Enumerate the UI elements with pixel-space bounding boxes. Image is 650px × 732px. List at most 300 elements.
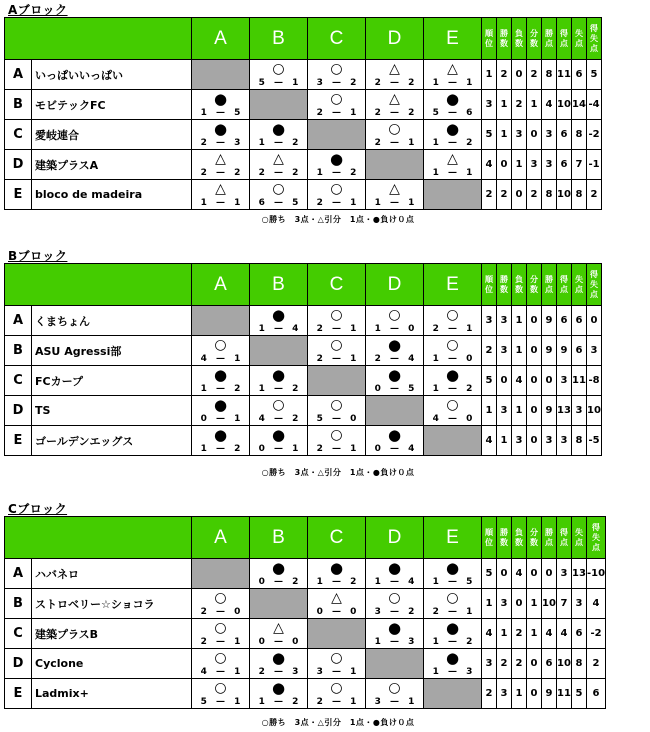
stat-cell: 5: [587, 60, 602, 90]
stat-cell: 2: [482, 180, 497, 210]
score-dash: —: [216, 354, 225, 364]
score-dash: —: [274, 198, 283, 208]
column-header-stat: [587, 18, 602, 60]
lose-mark-icon: ●: [329, 150, 344, 168]
stat-header-label: 失点: [575, 28, 583, 48]
win-mark-icon: ○: [446, 590, 459, 606]
table-row: [5, 60, 602, 90]
stat-cell: 1: [527, 589, 542, 619]
score-against: 5: [408, 384, 415, 394]
self-match-cell: [424, 180, 482, 210]
match-score: [192, 198, 249, 208]
lose-mark-icon: ●: [213, 366, 228, 384]
score-dash: —: [332, 667, 341, 677]
match-result-cell: [424, 366, 482, 396]
score-for: 2: [316, 108, 323, 118]
score-for: 1: [432, 354, 439, 364]
score-against: 1: [350, 667, 357, 677]
stat-cell: 1: [527, 90, 542, 120]
stat-cell: 3: [512, 120, 527, 150]
column-header-team: D: [366, 517, 424, 559]
match-result-cell: [308, 60, 366, 90]
score-against: 0: [234, 607, 241, 617]
match-result-cell: [424, 619, 482, 649]
stat-cell: 0: [497, 150, 512, 180]
stat-cell: 10: [557, 649, 572, 679]
match-score: [308, 324, 365, 334]
win-mark-icon: ○: [272, 61, 285, 77]
column-header-stat: [542, 18, 557, 60]
match-result-cell: [250, 180, 308, 210]
score-against: 5: [234, 108, 241, 118]
match-result-cell: [366, 589, 424, 619]
stat-header-label: 分数: [530, 28, 538, 48]
stat-cell: 3: [527, 150, 542, 180]
match-score: [424, 138, 481, 148]
match-score: [366, 108, 423, 118]
score-dash: —: [448, 414, 457, 424]
score-for: 2: [258, 667, 265, 677]
match-score: [424, 168, 481, 178]
column-header-team: A: [192, 18, 250, 60]
score-dash: —: [332, 198, 341, 208]
win-mark-icon: ○: [330, 181, 343, 197]
win-mark-icon: ○: [388, 121, 401, 137]
score-against: 2: [350, 168, 357, 178]
stat-cell: 3: [482, 90, 497, 120]
score-against: 2: [408, 78, 415, 88]
score-for: 3: [316, 78, 323, 88]
lose-mark-icon: ●: [445, 649, 460, 667]
score-against: 3: [292, 667, 299, 677]
score-for: 0: [200, 414, 207, 424]
stat-cell: 3: [497, 679, 512, 709]
match-score: [308, 354, 365, 364]
stat-header-label: 負数: [515, 527, 523, 547]
stat-cell: 3: [497, 589, 512, 619]
lose-mark-icon: ●: [445, 366, 460, 384]
team-name: ハバネロ: [32, 559, 192, 589]
header-corner: [5, 18, 192, 60]
match-result-cell: [250, 559, 308, 589]
score-dash: —: [332, 324, 341, 334]
score-dash: —: [390, 384, 399, 394]
score-for: 1: [374, 198, 381, 208]
score-dash: —: [448, 607, 457, 617]
lose-mark-icon: ●: [445, 619, 460, 637]
score-for: 2: [432, 324, 439, 334]
draw-mark-icon: △: [215, 181, 226, 197]
score-dash: —: [390, 577, 399, 587]
team-letter: C: [5, 619, 32, 649]
team-name: 愛岐連合: [32, 120, 192, 150]
lose-mark-icon: ●: [271, 649, 286, 667]
stat-cell: 0: [542, 366, 557, 396]
score-for: 5: [258, 78, 265, 88]
score-for: 2: [316, 198, 323, 208]
column-header-stat: [572, 264, 587, 306]
stat-cell: 6: [557, 120, 572, 150]
stat-cell: 6: [587, 679, 606, 709]
match-result-cell: [424, 589, 482, 619]
stat-cell: 4: [587, 589, 606, 619]
column-header-team: D: [366, 18, 424, 60]
score-against: 1: [234, 414, 241, 424]
stat-cell: 0: [527, 306, 542, 336]
win-mark-icon: ○: [214, 680, 227, 696]
match-score: [250, 577, 307, 587]
column-header-team: D: [366, 264, 424, 306]
self-match-cell: [308, 120, 366, 150]
stat-cell: 3: [587, 336, 602, 366]
score-against: 2: [408, 607, 415, 617]
score-against: 2: [292, 138, 299, 148]
match-result-cell: [250, 619, 308, 649]
score-for: 4: [432, 414, 439, 424]
match-result-cell: [192, 649, 250, 679]
stat-cell: 6: [572, 306, 587, 336]
match-result-cell: [308, 679, 366, 709]
stat-cell: 13: [572, 559, 587, 589]
stat-cell: 2: [482, 679, 497, 709]
score-against: 2: [408, 108, 415, 118]
header-corner: [5, 264, 192, 306]
column-header-stat: [497, 517, 512, 559]
stat-cell: 0: [527, 366, 542, 396]
stat-cell: 2: [512, 90, 527, 120]
match-score: [424, 354, 481, 364]
match-score: [366, 354, 423, 364]
lose-mark-icon: ●: [213, 396, 228, 414]
score-dash: —: [274, 637, 283, 647]
score-for: 1: [258, 138, 265, 148]
score-dash: —: [216, 168, 225, 178]
stat-cell: -1: [587, 150, 602, 180]
match-score: [366, 138, 423, 148]
match-result-cell: [192, 120, 250, 150]
team-letter: A: [5, 306, 32, 336]
team-name: いっぱいいっぱい: [32, 60, 192, 90]
stat-header-label: 失点: [575, 274, 583, 294]
score-dash: —: [274, 577, 283, 587]
column-header-stat: [557, 264, 572, 306]
stat-cell: 4: [482, 426, 497, 456]
score-against: 1: [292, 444, 299, 454]
score-against: 4: [408, 577, 415, 587]
score-dash: —: [274, 667, 283, 677]
stat-cell: 3: [512, 426, 527, 456]
score-dash: —: [332, 607, 341, 617]
score-for: 2: [200, 607, 207, 617]
score-against: 1: [292, 78, 299, 88]
stat-cell: 8: [572, 180, 587, 210]
column-header-stat: [572, 517, 587, 559]
match-score: [366, 697, 423, 707]
score-against: 3: [466, 667, 473, 677]
match-result-cell: [366, 180, 424, 210]
self-match-cell: [250, 90, 308, 120]
match-score: [424, 607, 481, 617]
lose-mark-icon: ●: [271, 426, 286, 444]
score-dash: —: [274, 324, 283, 334]
stat-cell: 3: [482, 306, 497, 336]
score-against: 1: [350, 324, 357, 334]
score-for: 0: [258, 637, 265, 647]
stat-header-label: 順位: [485, 274, 493, 294]
self-match-cell: [192, 60, 250, 90]
match-result-cell: [366, 426, 424, 456]
score-against: 2: [292, 577, 299, 587]
stat-cell: 10: [542, 589, 557, 619]
match-result-cell: [424, 306, 482, 336]
match-result-cell: [366, 120, 424, 150]
score-for: 4: [200, 354, 207, 364]
stat-cell: 1: [497, 120, 512, 150]
team-letter: D: [5, 150, 32, 180]
stat-cell: 1: [497, 619, 512, 649]
stat-cell: 2: [587, 180, 602, 210]
block-title: Cブロック: [8, 502, 68, 516]
team-letter: C: [5, 366, 32, 396]
table-row: [5, 180, 602, 210]
match-score: [192, 384, 249, 394]
score-dash: —: [448, 384, 457, 394]
match-score: [308, 78, 365, 88]
score-against: 5: [292, 198, 299, 208]
stat-cell: 8: [542, 180, 557, 210]
column-header-stat: [557, 517, 572, 559]
league-table: [4, 263, 602, 456]
score-dash: —: [332, 354, 341, 364]
match-score: [192, 354, 249, 364]
stat-header-label: 得失点: [590, 269, 598, 299]
stat-cell: 0: [527, 336, 542, 366]
legend: ○勝ち 3点・△引分 1点・●負け０点: [261, 215, 415, 224]
match-score: [308, 667, 365, 677]
lose-mark-icon: ●: [271, 120, 286, 138]
table-row: [5, 120, 602, 150]
match-score: [250, 444, 307, 454]
score-dash: —: [390, 198, 399, 208]
table-row: [5, 649, 606, 679]
score-dash: —: [448, 354, 457, 364]
score-against: 3: [408, 637, 415, 647]
match-score: [308, 607, 365, 617]
score-dash: —: [390, 354, 399, 364]
score-against: 6: [466, 108, 473, 118]
column-header-team: E: [424, 517, 482, 559]
score-against: 1: [234, 198, 241, 208]
match-result-cell: [192, 679, 250, 709]
stat-header-label: 負数: [515, 274, 523, 294]
score-for: 2: [316, 697, 323, 707]
team-name: ASU Agressi部: [32, 336, 192, 366]
stat-cell: 4: [542, 90, 557, 120]
stat-cell: 2: [527, 180, 542, 210]
stat-cell: 0: [497, 366, 512, 396]
stat-cell: 2: [512, 619, 527, 649]
stat-cell: 9: [557, 336, 572, 366]
match-result-cell: [192, 336, 250, 366]
score-for: 0: [258, 577, 265, 587]
score-against: 1: [408, 697, 415, 707]
match-score: [250, 667, 307, 677]
stat-cell: 10: [557, 180, 572, 210]
table-row: [5, 679, 606, 709]
score-for: 0: [374, 444, 381, 454]
stat-cell: 3: [542, 426, 557, 456]
table-row: [5, 396, 602, 426]
score-against: 2: [466, 637, 473, 647]
stat-cell: 2: [512, 649, 527, 679]
match-result-cell: [250, 649, 308, 679]
score-against: 1: [408, 138, 415, 148]
team-name: Ladmix+: [32, 679, 192, 709]
stat-cell: 3: [557, 559, 572, 589]
score-for: 1: [374, 324, 381, 334]
match-result-cell: [308, 649, 366, 679]
score-for: 2: [432, 607, 439, 617]
column-header-team: B: [250, 264, 308, 306]
score-for: 2: [258, 168, 265, 178]
match-result-cell: [192, 150, 250, 180]
column-header-stat: [587, 264, 602, 306]
score-for: 2: [200, 637, 207, 647]
score-dash: —: [390, 324, 399, 334]
lose-mark-icon: ●: [271, 559, 286, 577]
match-result-cell: [192, 90, 250, 120]
match-score: [424, 637, 481, 647]
score-against: 2: [234, 384, 241, 394]
score-against: 1: [234, 667, 241, 677]
score-for: 6: [258, 198, 265, 208]
score-for: 1: [432, 138, 439, 148]
column-header-stat: [542, 517, 557, 559]
match-score: [192, 168, 249, 178]
score-for: 2: [316, 324, 323, 334]
score-against: 4: [408, 444, 415, 454]
match-result-cell: [366, 336, 424, 366]
score-for: 1: [258, 697, 265, 707]
stat-cell: 3: [482, 649, 497, 679]
match-score: [366, 198, 423, 208]
match-score: [424, 78, 481, 88]
match-result-cell: [250, 366, 308, 396]
stat-cell: 8: [572, 649, 587, 679]
score-dash: —: [390, 108, 399, 118]
column-header-team: B: [250, 517, 308, 559]
match-result-cell: [366, 619, 424, 649]
score-dash: —: [332, 108, 341, 118]
team-letter: E: [5, 426, 32, 456]
score-against: 2: [292, 384, 299, 394]
draw-mark-icon: △: [273, 620, 284, 636]
stat-cell: 0: [587, 306, 602, 336]
lose-mark-icon: ●: [271, 366, 286, 384]
match-score: [366, 324, 423, 334]
score-dash: —: [448, 637, 457, 647]
score-for: 1: [200, 444, 207, 454]
team-letter: D: [5, 649, 32, 679]
column-header-stat: [542, 264, 557, 306]
match-result-cell: [192, 619, 250, 649]
team-name: TS: [32, 396, 192, 426]
stat-cell: -8: [587, 366, 602, 396]
draw-mark-icon: △: [389, 61, 400, 77]
score-for: 2: [374, 138, 381, 148]
column-header-stat: [482, 18, 497, 60]
table-row: [5, 619, 606, 649]
stat-header-label: 勝数: [500, 274, 508, 294]
legend: ○勝ち 3点・△引分 1点・●負け０点: [261, 468, 415, 477]
team-letter: B: [5, 90, 32, 120]
column-header-stat: [482, 517, 497, 559]
match-result-cell: [308, 559, 366, 589]
win-mark-icon: ○: [272, 397, 285, 413]
stat-cell: 6: [557, 306, 572, 336]
score-against: 1: [350, 444, 357, 454]
score-against: 1: [350, 198, 357, 208]
score-dash: —: [390, 607, 399, 617]
score-dash: —: [332, 78, 341, 88]
stat-header-label: 分数: [530, 274, 538, 294]
stat-cell: 6: [542, 649, 557, 679]
win-mark-icon: ○: [330, 397, 343, 413]
column-header-stat: [572, 18, 587, 60]
match-result-cell: [250, 60, 308, 90]
table-row: [5, 150, 602, 180]
score-against: 1: [350, 108, 357, 118]
league-table: [4, 516, 606, 709]
score-against: 1: [466, 168, 473, 178]
stat-cell: 3: [542, 120, 557, 150]
score-against: 1: [234, 697, 241, 707]
column-header-stat: [527, 517, 542, 559]
match-result-cell: [308, 90, 366, 120]
team-name: ゴールデンエッグス: [32, 426, 192, 456]
lose-mark-icon: ●: [445, 90, 460, 108]
score-for: 3: [374, 697, 381, 707]
score-dash: —: [390, 138, 399, 148]
match-score: [250, 198, 307, 208]
stat-cell: 1: [482, 396, 497, 426]
score-for: 2: [374, 78, 381, 88]
match-result-cell: [308, 589, 366, 619]
team-letter: B: [5, 336, 32, 366]
self-match-cell: [192, 559, 250, 589]
block-c: [0, 499, 650, 732]
lose-mark-icon: ●: [445, 559, 460, 577]
stat-cell: 5: [572, 679, 587, 709]
match-score: [308, 414, 365, 424]
stat-cell: 0: [527, 649, 542, 679]
score-against: 0: [350, 414, 357, 424]
self-match-cell: [424, 426, 482, 456]
score-dash: —: [448, 78, 457, 88]
match-result-cell: [250, 120, 308, 150]
score-for: 1: [258, 324, 265, 334]
score-against: 1: [466, 607, 473, 617]
self-match-cell: [308, 366, 366, 396]
match-score: [424, 384, 481, 394]
score-against: 5: [466, 577, 473, 587]
stat-cell: 5: [482, 559, 497, 589]
legend: ○勝ち 3点・△引分 1点・●負け０点: [261, 718, 415, 727]
stat-cell: 11: [557, 60, 572, 90]
score-for: 1: [374, 637, 381, 647]
score-for: 5: [200, 697, 207, 707]
match-result-cell: [366, 559, 424, 589]
